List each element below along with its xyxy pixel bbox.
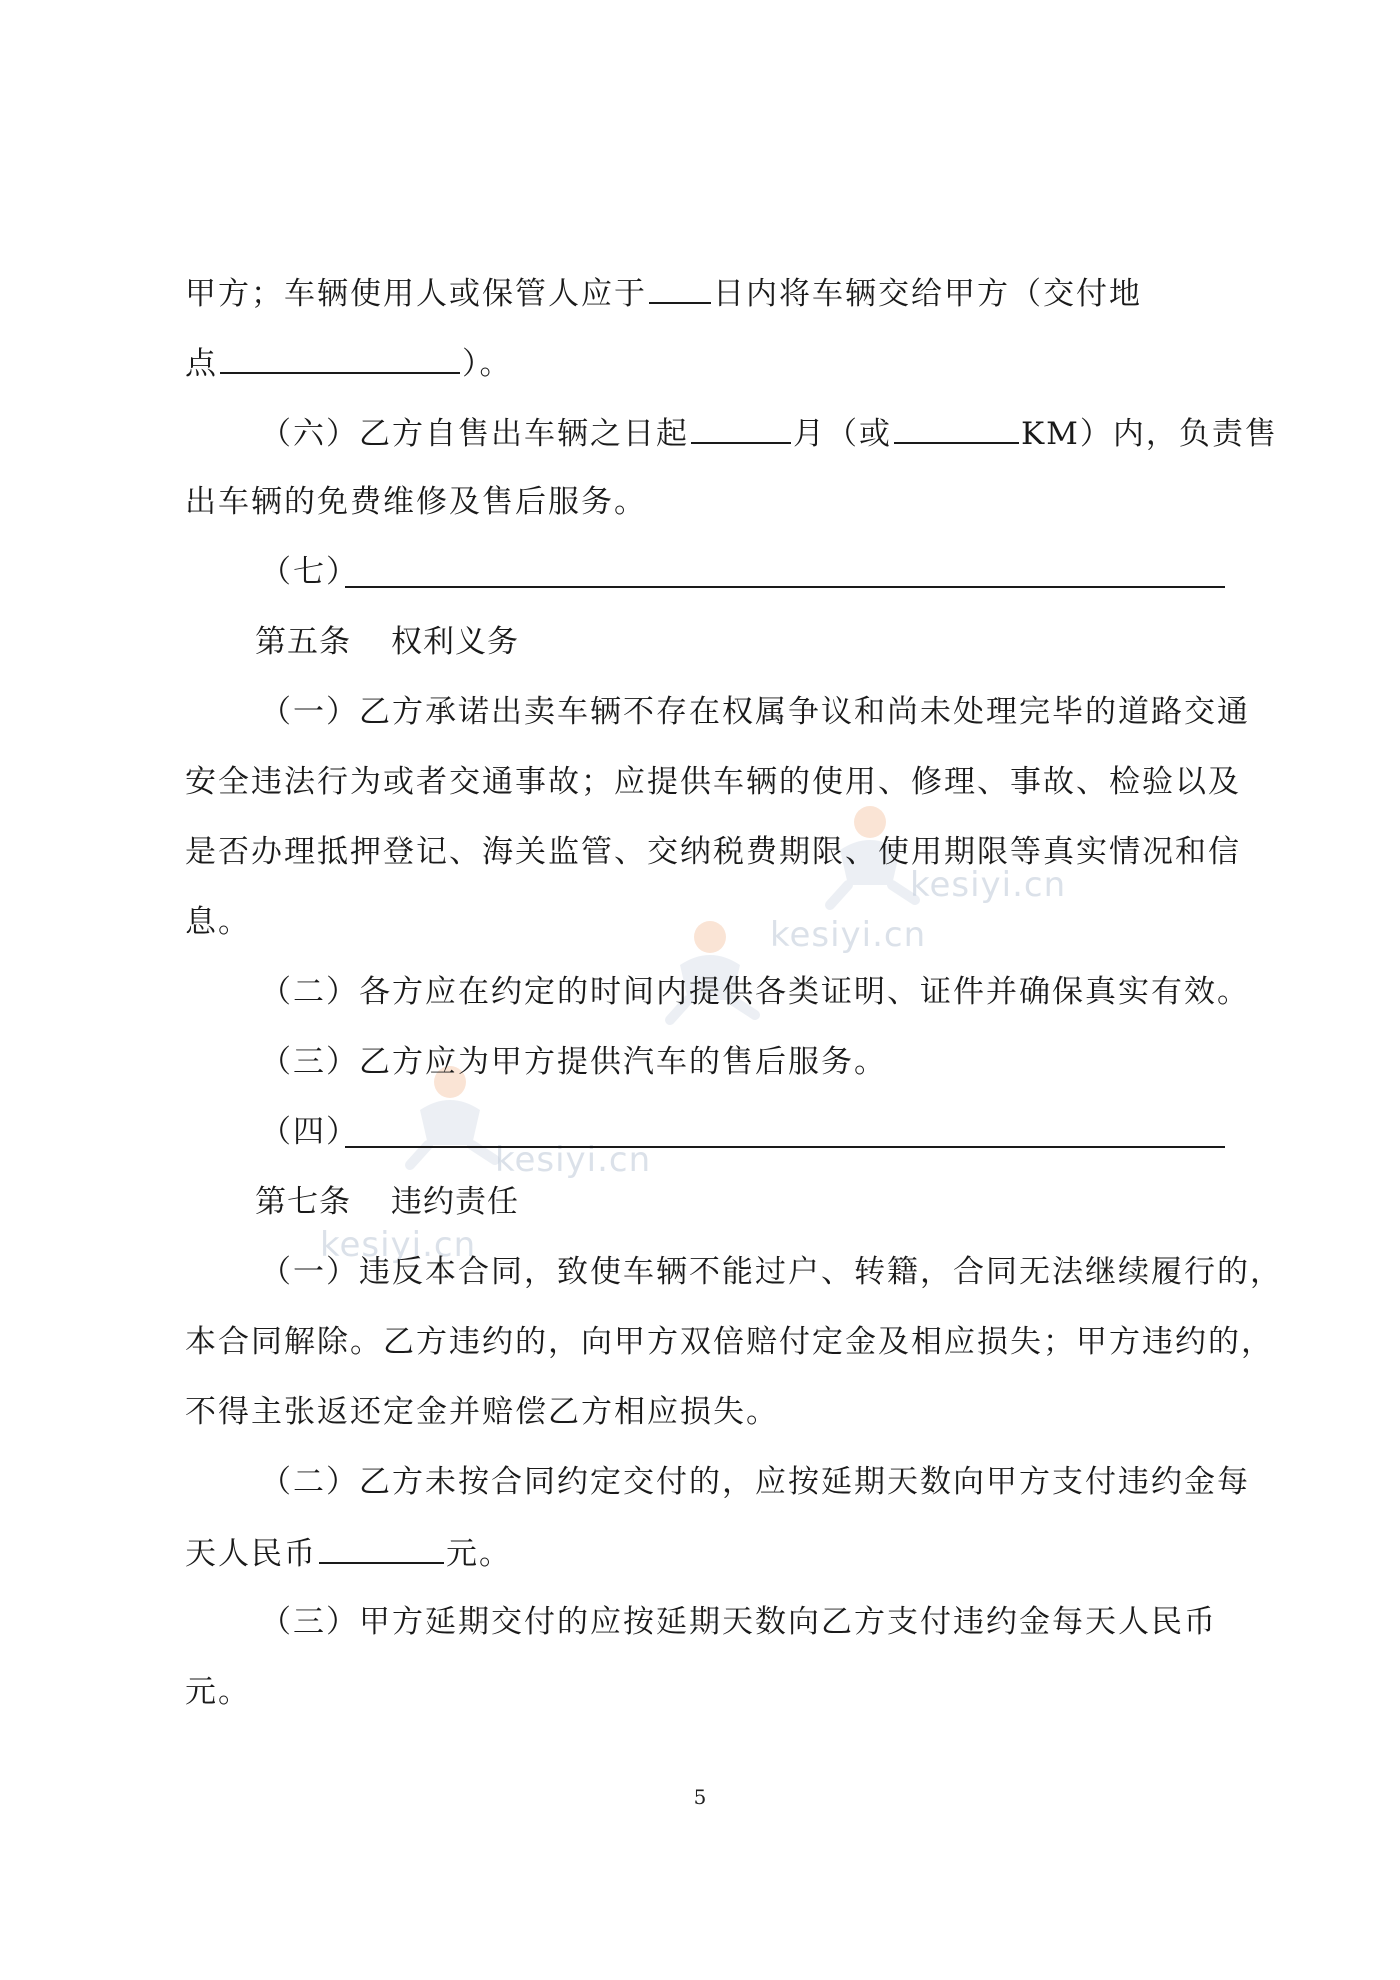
blank-penalty-amount: [319, 1532, 444, 1564]
clause-seven: （七）: [260, 554, 359, 590]
blank-delivery-location: [220, 342, 460, 374]
paragraph-line: 点 ）。: [185, 342, 1225, 384]
paragraph-line: 出车辆的免费维修及售后服务。: [185, 484, 647, 520]
watermark-text-1: kesiyi.cn: [910, 865, 1067, 905]
page-number: 5: [693, 1785, 707, 1809]
blank-days: [649, 272, 711, 304]
heading-article-seven: 第七条 违约责任: [255, 1184, 519, 1220]
clause-2: （二）各方应在约定的时间内提供各类证明、证件并确保真实有效。: [260, 974, 1250, 1010]
blank-km: [894, 412, 1019, 444]
paragraph-line: 天人民币 元。: [185, 1532, 1225, 1574]
blank-clause-four: [345, 1144, 1225, 1148]
heading-article-five: 第五条 权利义务: [255, 624, 519, 660]
watermark-text-3: kesiyi.cn: [495, 1140, 652, 1180]
clause-2-breach: （二）乙方未按合同约定交付的，应按延期天数向甲方支付违约金每: [260, 1464, 1250, 1500]
paragraph-line: 是否办理抵押登记、海关监管、交纳税费期限、使用期限等真实情况和信: [185, 834, 1241, 870]
paragraph-line: 息。: [185, 904, 251, 940]
blank-months: [691, 412, 791, 444]
clause-1-breach: （一）违反本合同，致使车辆不能过户、转籍，合同无法继续履行的，: [260, 1254, 1283, 1290]
clause-1: （一）乙方承诺出卖车辆不存在权属争议和尚未处理完毕的道路交通: [260, 694, 1250, 730]
paragraph-line: 不得主张返还定金并赔偿乙方相应损失。: [185, 1394, 779, 1430]
clause-six: （六）乙方自售出车辆之日起 月（或 KM）内，负责售: [260, 412, 1225, 454]
paragraph-line: 元。: [185, 1674, 251, 1710]
blank-clause-seven: [345, 584, 1225, 588]
paragraph-line: 本合同解除。乙方违约的，向甲方双倍赔付定金及相应损失；甲方违约的，: [185, 1324, 1274, 1360]
clause-3: （三）乙方应为甲方提供汽车的售后服务。: [260, 1044, 887, 1080]
paragraph-line: 甲方；车辆使用人或保管人应于 日内将车辆交给甲方（交付地: [185, 272, 1225, 314]
watermark-text-4: kesiyi.cn: [320, 1225, 477, 1265]
clause-3-breach: （三）甲方延期交付的应按延期天数向乙方支付违约金每天人民币: [260, 1604, 1217, 1640]
paragraph-line: 安全违法行为或者交通事故；应提供车辆的使用、修理、事故、检验以及: [185, 764, 1241, 800]
watermark-text-2: kesiyi.cn: [770, 915, 927, 955]
clause-4: （四）: [260, 1114, 359, 1150]
